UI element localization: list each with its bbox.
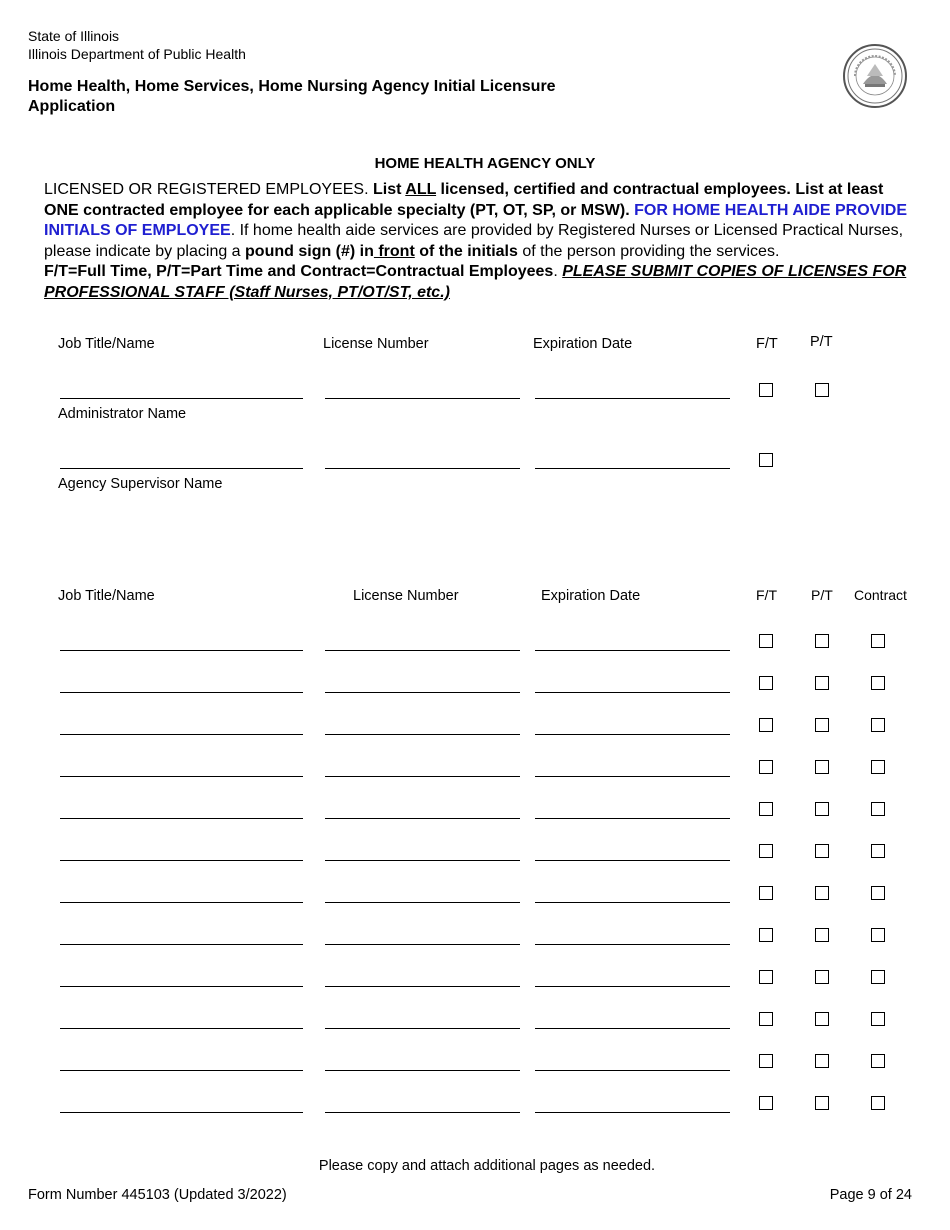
instr-text: of the person providing the services. xyxy=(517,242,780,260)
employee-license-field[interactable] xyxy=(325,734,520,735)
employee-contract-checkbox[interactable] xyxy=(871,802,885,816)
employee-contract-checkbox[interactable] xyxy=(871,1012,885,1026)
employee-pt-checkbox[interactable] xyxy=(815,928,829,942)
administrator-name-label: Administrator Name xyxy=(58,406,187,422)
employee-license-field[interactable] xyxy=(325,944,520,945)
instr-text: licensed, certified and contractual employees. List at least ONE contracted employee for each applicable specialty (PT, OT, SP, or MSW). xyxy=(44,181,884,219)
supervisor-name-field[interactable] xyxy=(60,468,303,469)
employee-expiration-field[interactable] xyxy=(535,860,730,861)
form-number: Form Number 445103 (Updated 3/2022) xyxy=(28,1187,287,1203)
employee-contract-checkbox[interactable] xyxy=(871,718,885,732)
instr-text: front xyxy=(373,242,415,260)
administrator-license-field[interactable] xyxy=(325,398,520,399)
instr-text: List xyxy=(372,181,406,198)
employee-contract-checkbox[interactable] xyxy=(871,928,885,942)
employee-ft-checkbox[interactable] xyxy=(759,1096,773,1110)
employee-license-field[interactable] xyxy=(325,1070,520,1071)
employee-pt-checkbox[interactable] xyxy=(815,760,829,774)
employee-expiration-field[interactable] xyxy=(535,1112,730,1113)
instr-text: . xyxy=(553,263,563,280)
instr-text: . If home health aide services are provided by Registered Nurses or Licensed Practical Nurses, please indicate by placing a xyxy=(44,222,904,260)
employee-pt-checkbox[interactable] xyxy=(815,1096,829,1110)
employee-pt-checkbox[interactable] xyxy=(815,886,829,900)
employee-name-field[interactable] xyxy=(60,734,303,735)
employee-pt-checkbox[interactable] xyxy=(815,1054,829,1068)
administrator-ft-checkbox[interactable] xyxy=(759,383,773,397)
col-full-time: F/T xyxy=(756,587,777,603)
employee-name-field[interactable] xyxy=(60,1070,303,1071)
footer-note: Please copy and attach additional pages as needed. xyxy=(318,1158,656,1174)
instr-text: of the initials xyxy=(414,242,518,260)
employee-contract-checkbox[interactable] xyxy=(871,676,885,690)
employee-pt-checkbox[interactable] xyxy=(815,802,829,816)
employee-expiration-field[interactable] xyxy=(535,650,730,651)
employee-contract-checkbox[interactable] xyxy=(871,1054,885,1068)
employee-ft-checkbox[interactable] xyxy=(759,1012,773,1026)
page-number: Page 9 of 24 xyxy=(829,1187,912,1203)
state-name: State of Illinois xyxy=(28,28,120,44)
instr-highlight: FOR HOME HEALTH AIDE PROVIDE INITIALS OF EMPLOYEE xyxy=(44,201,907,239)
employee-name-field[interactable] xyxy=(60,944,303,945)
employee-contract-checkbox[interactable] xyxy=(871,886,885,900)
form-title-line2: Application xyxy=(28,98,116,115)
employee-ft-checkbox[interactable] xyxy=(759,886,773,900)
col-part-time: P/T xyxy=(810,334,833,350)
employee-contract-checkbox[interactable] xyxy=(871,844,885,858)
employee-name-field[interactable] xyxy=(60,902,303,903)
supervisor-expiration-field[interactable] xyxy=(535,468,730,469)
employee-ft-checkbox[interactable] xyxy=(759,676,773,690)
col-full-time: F/T xyxy=(756,336,778,352)
instr-text: LICENSED OR REGISTERED EMPLOYEES. xyxy=(44,181,373,198)
department-name: Illinois Department of Public Health xyxy=(28,46,246,62)
employee-ft-checkbox[interactable] xyxy=(759,844,773,858)
employee-contract-checkbox[interactable] xyxy=(871,634,885,648)
employee-pt-checkbox[interactable] xyxy=(815,844,829,858)
employee-contract-checkbox[interactable] xyxy=(871,1096,885,1110)
administrator-pt-checkbox[interactable] xyxy=(815,383,829,397)
employee-expiration-field[interactable] xyxy=(535,692,730,693)
employee-ft-checkbox[interactable] xyxy=(759,718,773,732)
employee-pt-checkbox[interactable] xyxy=(815,970,829,984)
supervisor-ft-checkbox[interactable] xyxy=(759,453,773,467)
employee-license-field[interactable] xyxy=(325,650,520,651)
instr-emphasis: PLEASE SUBMIT COPIES OF LICENSES FOR PROFESSIONAL STAFF (Staff Nurses, PT/OT/ST, etc.) xyxy=(44,263,907,301)
employee-expiration-field[interactable] xyxy=(535,1028,730,1029)
col-license-number: License Number xyxy=(323,336,429,352)
employee-license-field[interactable] xyxy=(325,776,520,777)
employee-license-field[interactable] xyxy=(325,986,520,987)
employee-pt-checkbox[interactable] xyxy=(815,676,829,690)
col-part-time: P/T xyxy=(811,587,833,603)
employee-name-field[interactable] xyxy=(60,860,303,861)
employee-name-field[interactable] xyxy=(60,776,303,777)
employee-ft-checkbox[interactable] xyxy=(759,970,773,984)
employee-name-field[interactable] xyxy=(60,986,303,987)
administrator-name-field[interactable] xyxy=(60,398,303,399)
employee-license-field[interactable] xyxy=(325,902,520,903)
employee-license-field[interactable] xyxy=(325,860,520,861)
col-contract: Contract xyxy=(854,587,907,603)
col-job-title: Job Title/Name xyxy=(58,588,155,604)
supervisor-license-field[interactable] xyxy=(325,468,520,469)
employee-expiration-field[interactable] xyxy=(535,944,730,945)
form-title-line1: Home Health, Home Services, Home Nursing Agency Initial Licensure xyxy=(28,78,556,95)
employee-license-field[interactable] xyxy=(325,692,520,693)
employee-license-field[interactable] xyxy=(325,1112,520,1113)
employee-name-field[interactable] xyxy=(60,1112,303,1113)
col-expiration-date: Expiration Date xyxy=(541,588,641,604)
illinois-seal-icon xyxy=(843,44,907,108)
instr-text: ALL xyxy=(405,181,437,198)
employee-ft-checkbox[interactable] xyxy=(759,802,773,816)
section-title: HOME HEALTH AGENCY ONLY xyxy=(374,155,596,172)
administrator-expiration-field[interactable] xyxy=(535,398,730,399)
employee-expiration-field[interactable] xyxy=(535,776,730,777)
employee-name-field[interactable] xyxy=(60,650,303,651)
supervisor-name-label: Agency Supervisor Name xyxy=(58,476,223,492)
instr-text: pound sign (#) in xyxy=(245,242,374,260)
col-license-number: License Number xyxy=(353,588,459,604)
employee-name-field[interactable] xyxy=(60,692,303,693)
employee-ft-checkbox[interactable] xyxy=(759,760,773,774)
employee-expiration-field[interactable] xyxy=(535,734,730,735)
employee-pt-checkbox[interactable] xyxy=(815,718,829,732)
employee-ft-checkbox[interactable] xyxy=(759,634,773,648)
employee-pt-checkbox[interactable] xyxy=(815,634,829,648)
employee-ft-checkbox[interactable] xyxy=(759,928,773,942)
employee-expiration-field[interactable] xyxy=(535,818,730,819)
instructions xyxy=(44,180,912,303)
employee-pt-checkbox[interactable] xyxy=(815,1012,829,1026)
col-expiration-date: Expiration Date xyxy=(533,336,633,352)
instr-text: F/T=Full Time, P/T=Part Time and Contract=Contractual Employees xyxy=(44,263,554,280)
employee-expiration-field[interactable] xyxy=(535,1070,730,1071)
employee-expiration-field[interactable] xyxy=(535,902,730,903)
employee-license-field[interactable] xyxy=(325,1028,520,1029)
employee-contract-checkbox[interactable] xyxy=(871,760,885,774)
employee-license-field[interactable] xyxy=(325,818,520,819)
employee-expiration-field[interactable] xyxy=(535,986,730,987)
employee-contract-checkbox[interactable] xyxy=(871,970,885,984)
employee-ft-checkbox[interactable] xyxy=(759,1054,773,1068)
employee-name-field[interactable] xyxy=(60,1028,303,1029)
col-job-title: Job Title/Name xyxy=(58,336,155,352)
employee-name-field[interactable] xyxy=(60,818,303,819)
